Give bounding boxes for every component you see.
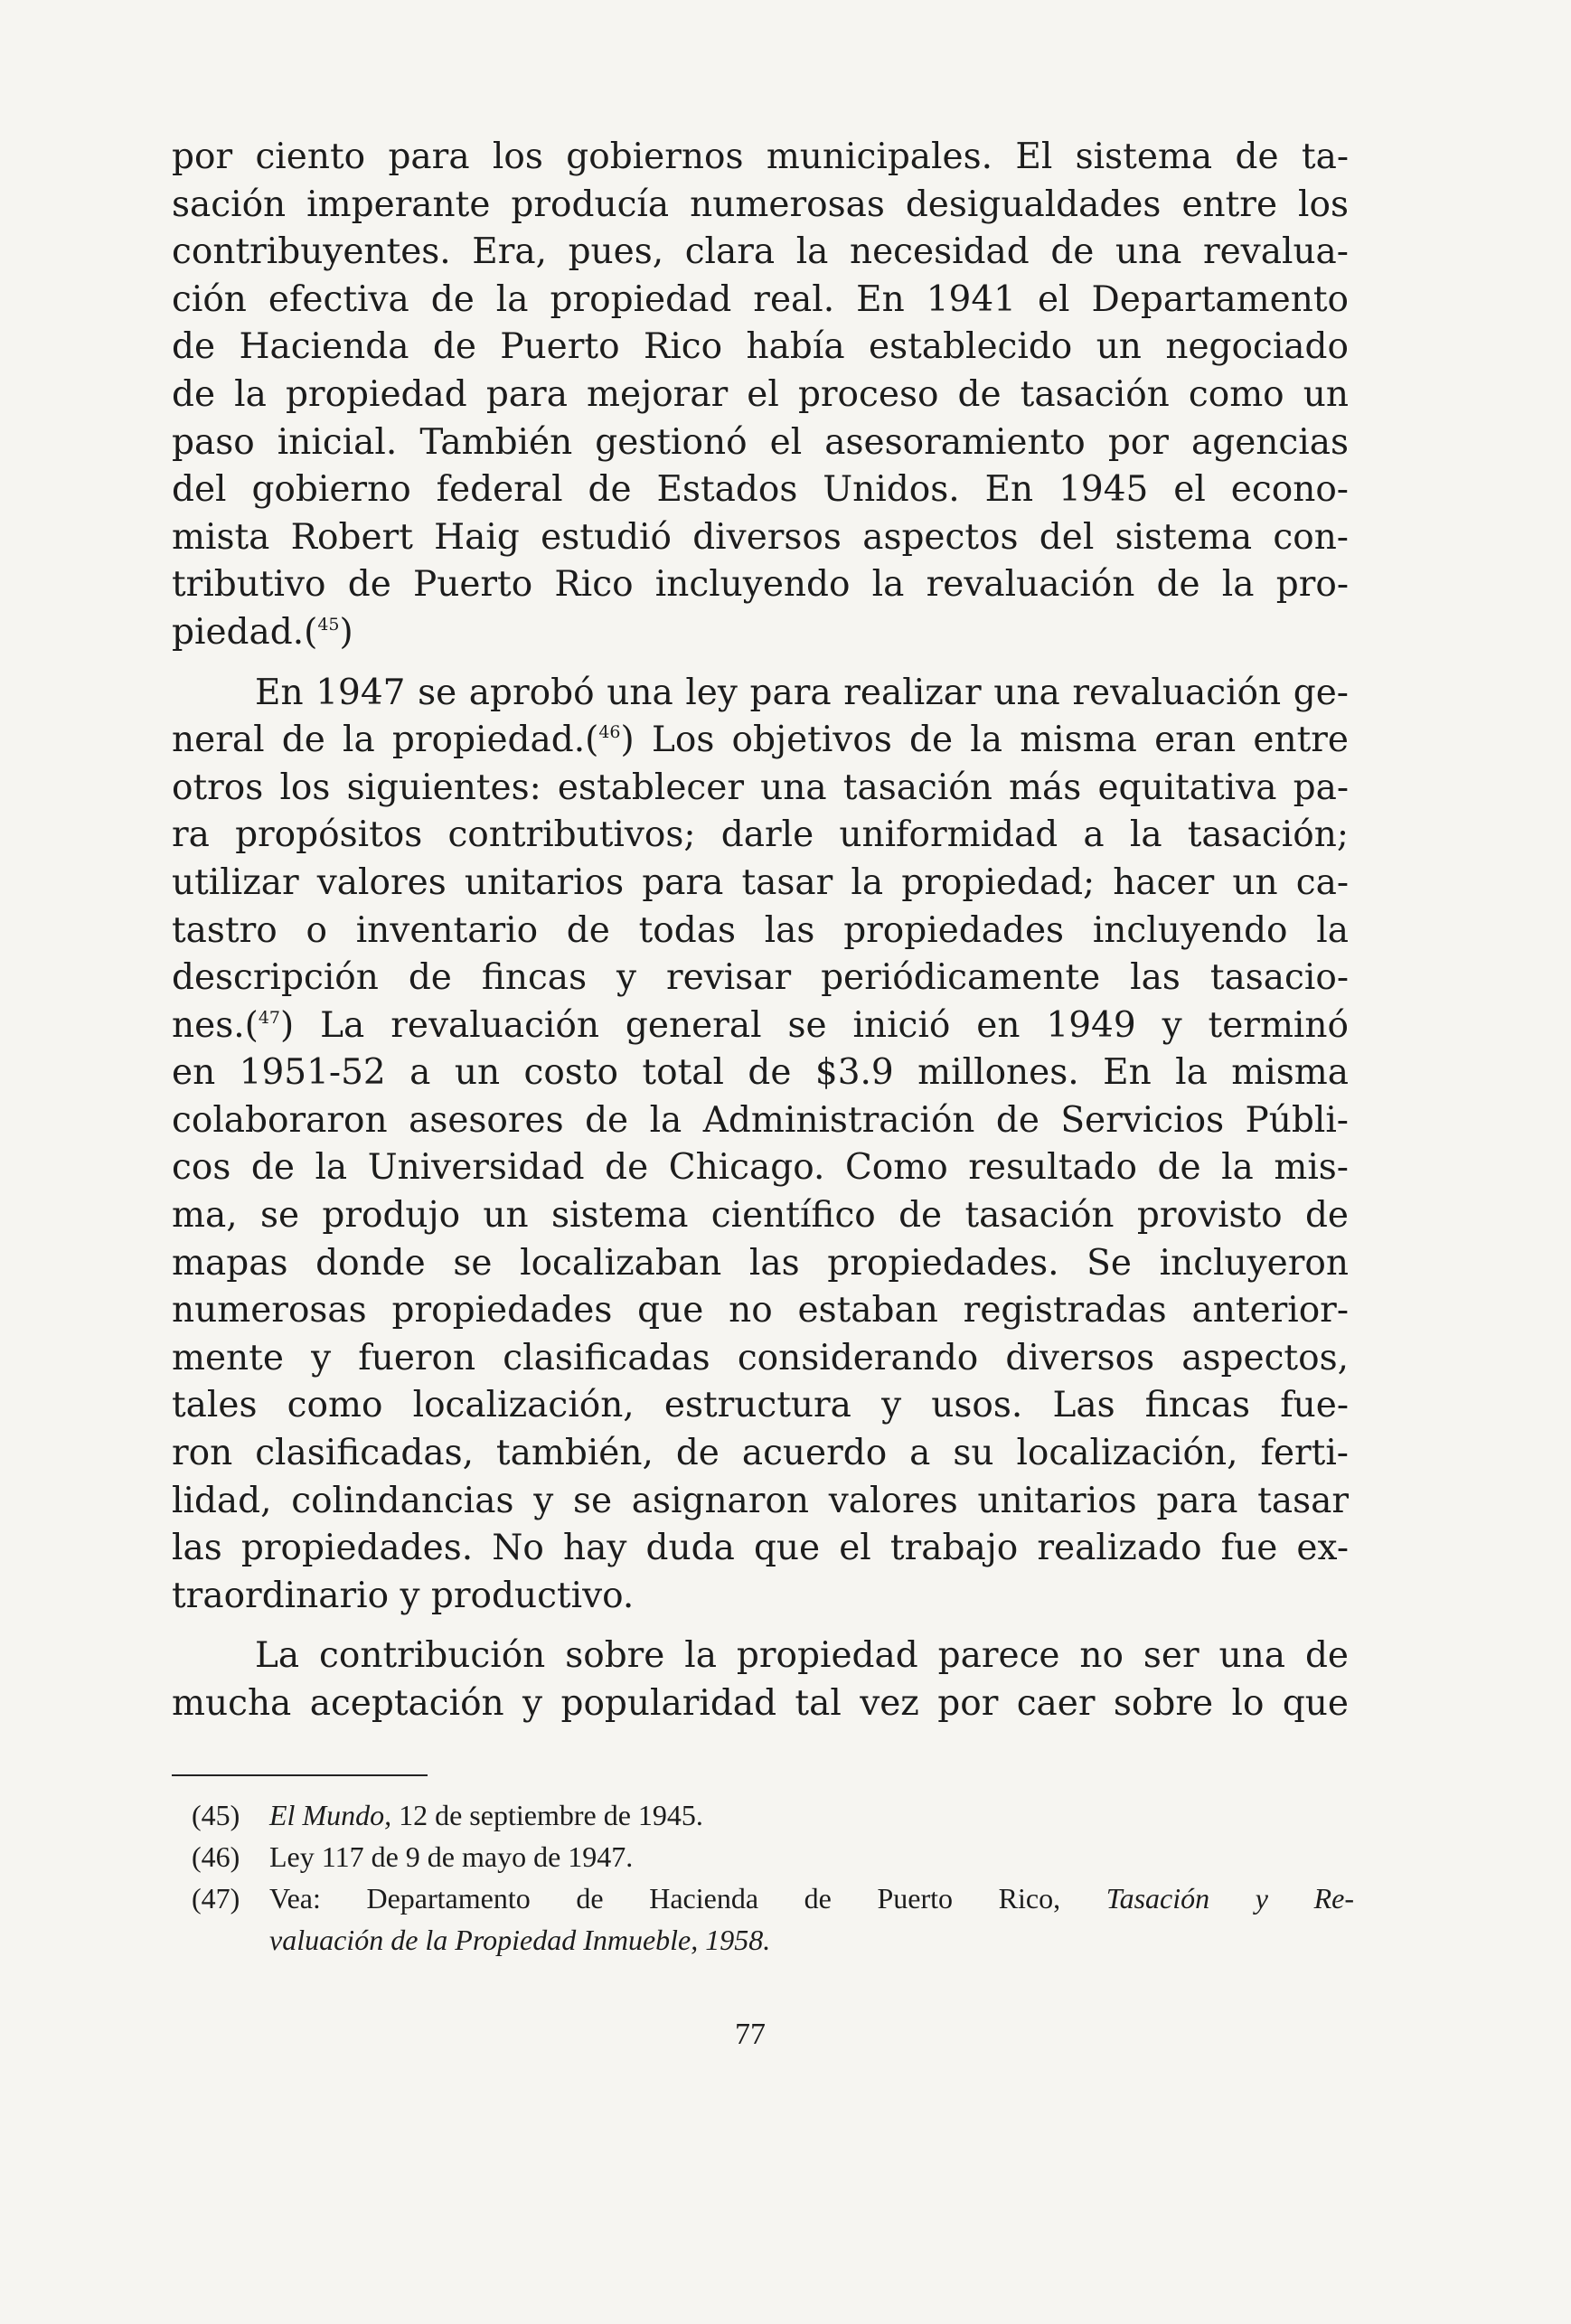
text-fragment: nes.(	[172, 1004, 259, 1046]
footnote-title: Tasación y Re-	[1105, 1882, 1355, 1915]
text-line: otros los siguientes: establecer una tasación más equitativa pa-	[172, 767, 1349, 808]
text-line: En 1947 se aprobó una ley para realizar una revaluación ge-	[255, 672, 1349, 713]
footnote-line	[269, 1919, 1354, 1961]
text-line: las propiedades. No hay duda que el trabajo realizado fue ex-	[172, 1528, 1349, 1569]
text-line: del gobierno federal de Estados Unidos. En 1945 el econo-	[172, 469, 1349, 511]
text-line	[172, 717, 1349, 765]
text-fragment: piedad.(	[172, 611, 318, 653]
text-line	[172, 1002, 1349, 1050]
text-line: de Hacienda de Puerto Rico había establecido un negociado	[172, 326, 1349, 368]
text-line: colaboraron asesores de la Administración de Servicios Públi-	[172, 1099, 1349, 1141]
footnote-line	[269, 1877, 1354, 1919]
text-line: ción efectiva de la propiedad real. En 1941 el Departamento	[172, 278, 1349, 320]
footnote-47	[192, 1877, 1354, 1961]
text-line	[172, 609, 1349, 657]
text-line: numerosas propiedades que no estaban registradas anterior-	[172, 1290, 1349, 1331]
footnote-ref-45: 45	[317, 614, 340, 635]
footnote-rest: 12 de septiembre de 1945.	[391, 1799, 703, 1831]
text-line: por ciento para los gobiernos municipales. El sistema de ta-	[172, 136, 1349, 177]
text-line: tales como localización, estructura y usos. Las fincas fue-	[172, 1385, 1349, 1426]
text-line: sación imperante producía numerosas desigualdades entre los	[172, 183, 1349, 225]
paragraph-1	[172, 134, 1349, 657]
footnote-45	[192, 1794, 1354, 1836]
footnote-number: (47)	[192, 1882, 240, 1915]
text-line: tributivo de Puerto Rico incluyendo la revaluación de la pro-	[172, 564, 1349, 606]
text-line: de la propiedad para mejorar el proceso de tasación como un	[172, 373, 1349, 415]
footnote-text: Ley 117 de 9 de mayo de 1947.	[269, 1840, 634, 1873]
footnote-fragment: Vea: Departamento de Hacienda de Puerto Rico,	[269, 1882, 1061, 1915]
text-line: mista Robert Haig estudió diversos aspectos del sistema con-	[172, 516, 1349, 558]
text-fragment: ) Los objetivos de la misma eran entre	[620, 720, 1349, 761]
text-line: paso inicial. También gestionó el asesoramiento por agencias	[172, 421, 1349, 463]
footnote-divider	[172, 1774, 428, 1776]
text-line: traordinario y productivo.	[172, 1575, 635, 1616]
text-fragment: neral de la propiedad.(	[172, 720, 599, 761]
paragraph-2	[172, 670, 1349, 1621]
footnote-number: (45)	[192, 1799, 240, 1831]
text-line: cos de la Universidad de Chicago. Como resultado de la mis-	[172, 1147, 1349, 1189]
page-number: 77	[735, 2018, 766, 2051]
text-line: mucha aceptación y popularidad tal vez por caer sobre lo que	[172, 1683, 1349, 1724]
paragraph-3	[172, 1632, 1349, 1727]
text-line: lidad, colindancias y se asignaron valores unitarios para tasar	[172, 1480, 1349, 1521]
text-line: mapas donde se localizaban las propiedades. Se incluyeron	[172, 1242, 1349, 1284]
text-line: en 1951-52 a un costo total de $3.9 millones. En la misma	[172, 1052, 1349, 1094]
footnote-ref-46: 46	[598, 722, 621, 743]
footnote-number: (46)	[192, 1840, 240, 1873]
text-fragment: )	[339, 611, 353, 653]
text-line: La contribución sobre la propiedad parece no ser una de	[255, 1635, 1349, 1677]
body-text	[172, 134, 1349, 1728]
footnotes	[192, 1794, 1354, 1961]
text-line: ma, se produjo un sistema científico de tasación provisto de	[172, 1195, 1349, 1237]
footnote-46	[192, 1836, 1354, 1877]
text-line: descripción de fincas y revisar periódicamente las tasacio-	[172, 957, 1349, 999]
text-line: ra propósitos contributivos; darle uniformidad a la tasación;	[172, 814, 1349, 856]
footnote-title: valuación de la Propiedad Inmueble, 1958.	[269, 1924, 771, 1956]
text-line: tastro o inventario de todas las propiedades incluyendo la	[172, 909, 1349, 951]
footnote-ref-47: 47	[258, 1007, 281, 1028]
footnote-text	[269, 1877, 1354, 1961]
text-line: utilizar valores unitarios para tasar la propiedad; hacer un ca-	[172, 861, 1349, 903]
text-line: ron clasificadas, también, de acuerdo a su localización, ferti-	[172, 1433, 1349, 1474]
text-fragment: ) La revaluación general se inició en 1949 y terminó	[280, 1004, 1349, 1046]
text-line: mente y fueron clasificadas considerando diversos aspectos,	[172, 1337, 1349, 1378]
footnote-title: El Mundo,	[269, 1799, 392, 1831]
text-line: contribuyentes. Era, pues, clara la necesidad de una revalua-	[172, 231, 1349, 273]
footnote-text	[269, 1794, 1354, 1836]
